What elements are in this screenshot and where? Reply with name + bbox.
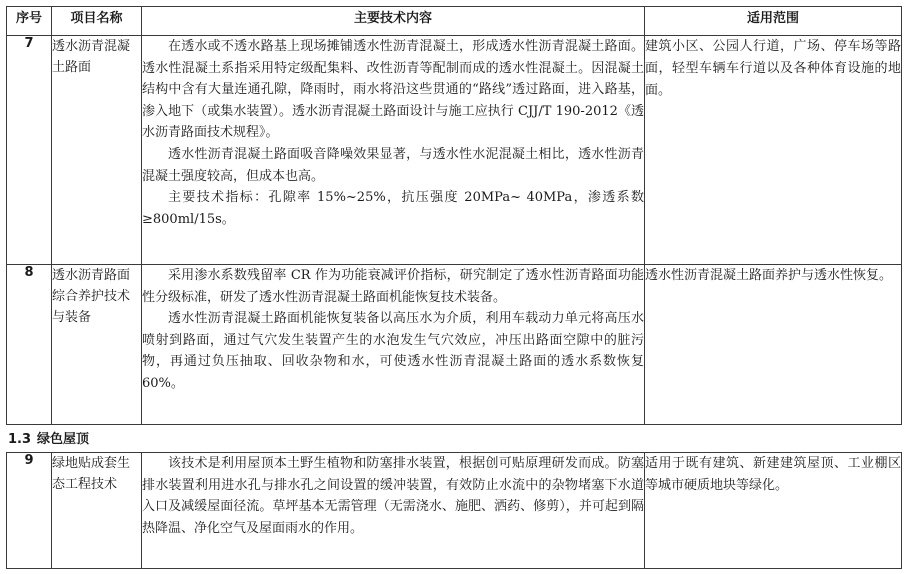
table-row: [7, 265, 902, 425]
row-number: 9: [7, 453, 52, 569]
row-number: 8: [7, 265, 52, 425]
table-row: [7, 36, 902, 265]
scope-text: 建筑小区、公园人行道，广场、停车场等路面，轻型车辆车行道以及各种体育设施的地面。: [645, 36, 902, 265]
scope-text: 适用于既有建筑、新建建筑屋顶、工业棚区等城市硬质地块等绿化。: [645, 453, 902, 569]
tech-content: [142, 36, 645, 265]
content-paragraph: 透水性沥青混凝土路面吸音降噪效果显著，与透水性水泥混凝土相比，透水性沥青混凝土强度较高，但成本也高。: [142, 146, 644, 184]
tech-content: [142, 265, 645, 425]
row-number: 7: [7, 36, 52, 265]
tech-content: [142, 453, 645, 569]
header-scope: 适用范围: [645, 7, 902, 36]
content-paragraph: 主要技术指标：孔隙率 15%~25%，抗压强度 20MPa~ 40MPa，渗透系数≥800ml/15s。: [142, 190, 644, 227]
table-header-row: [7, 7, 902, 36]
content-paragraph: 采用渗水系数残留率 CR 作为功能衰减评价指标，研究制定了透水性沥青路面功能性分级标准，研发了透水性沥青混凝土路面机能恢复技术装备。: [142, 268, 645, 305]
content-paragraph: 在透水或不透水路基上现场摊铺透水性沥青混凝土，形成透水性沥青混凝土路面。透水性混凝土系指采用特定级配集料、改性沥青等配制而成的透水性混凝土。因混凝土结构中含有大量连通孔隙，降雨时，雨水将沿这些贯通的“路线”透过路面，进入路基，渗入地下（或集水装置）。透水沥青混凝土路面设计与施工应执行 CJJ/T 190-2012《透水沥青路面技术规程》。: [142, 39, 644, 141]
header-content: 主要技术内容: [142, 7, 645, 36]
section-number: 1.3: [8, 432, 32, 447]
project-name: 透水沥青混凝土路面: [52, 36, 142, 265]
tech-table: [6, 452, 902, 569]
tech-table: [6, 6, 902, 425]
header-no: 序号: [7, 7, 52, 36]
project-name: 透水沥青路面综合养护技术与装备: [52, 265, 142, 425]
content-paragraph: 透水性沥青混凝土路面机能恢复装备以高压水为介质，利用车载动力单元将高压水喷射到路面，通过气穴发生装置产生的水泡发生气穴效应，冲压出路面空隙中的脏污物，再通过负压抽取、回收杂物和水，可使透水性沥青混凝土路面的透水系数恢复 60%。: [142, 311, 644, 391]
project-name: 绿地贴成套生态工程技术: [52, 453, 142, 569]
scope-text: 透水性沥青混凝土路面养护与透水性恢复。: [645, 265, 902, 425]
section-heading: [8, 428, 95, 447]
content-paragraph: 该技术是利用屋顶本土野生植物和防塞排水装置，根据创可贴原理研发而成。防塞排水装置利用进水孔与排水孔之间设置的缓冲装置，有效防止水流中的杂物堵塞下水道入口及减缓屋面径流。草坪基本无需管理（无需浇水、施肥、洒药、修剪），并可起到隔热降温、净化空气及屋面雨水的作用。: [142, 456, 644, 536]
table-row: [7, 453, 902, 569]
header-name: 项目名称: [52, 7, 142, 36]
section-title-text: 绿色屋顶: [37, 432, 90, 447]
